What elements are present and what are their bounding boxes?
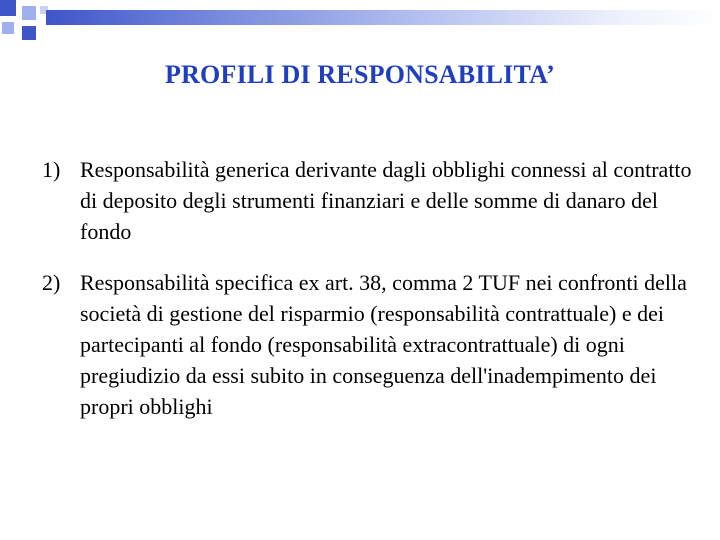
list-item [42,154,692,247]
decor-square [2,22,14,34]
decor-square [0,0,16,16]
responsibility-list [42,154,692,442]
list-item [42,267,692,422]
slide-title: PROFILI DI RESPONSABILITA’ [165,60,555,89]
list-item-text: Responsabilità generica derivante dagli obblighi connessi al contratto di deposito degli strumenti finanziari e delle somme di danaro del fondo [80,157,692,244]
decor-square [22,6,36,20]
list-marker: 1) [42,157,61,182]
header-gradient-bar [46,10,720,25]
list-marker: 2) [42,270,61,295]
list-item-text: Responsabilità specifica ex art. 38, comma 2 TUF nei confronti della società di gestione del risparmio (responsabilità contrattuale) e dei partecipanti al fondo (responsabilità extracontrattuale) di ogni pregiudizio da essi subito in conseguenza dell'inadempimento dei propri obblighi [80,270,687,419]
decor-square [22,26,36,40]
